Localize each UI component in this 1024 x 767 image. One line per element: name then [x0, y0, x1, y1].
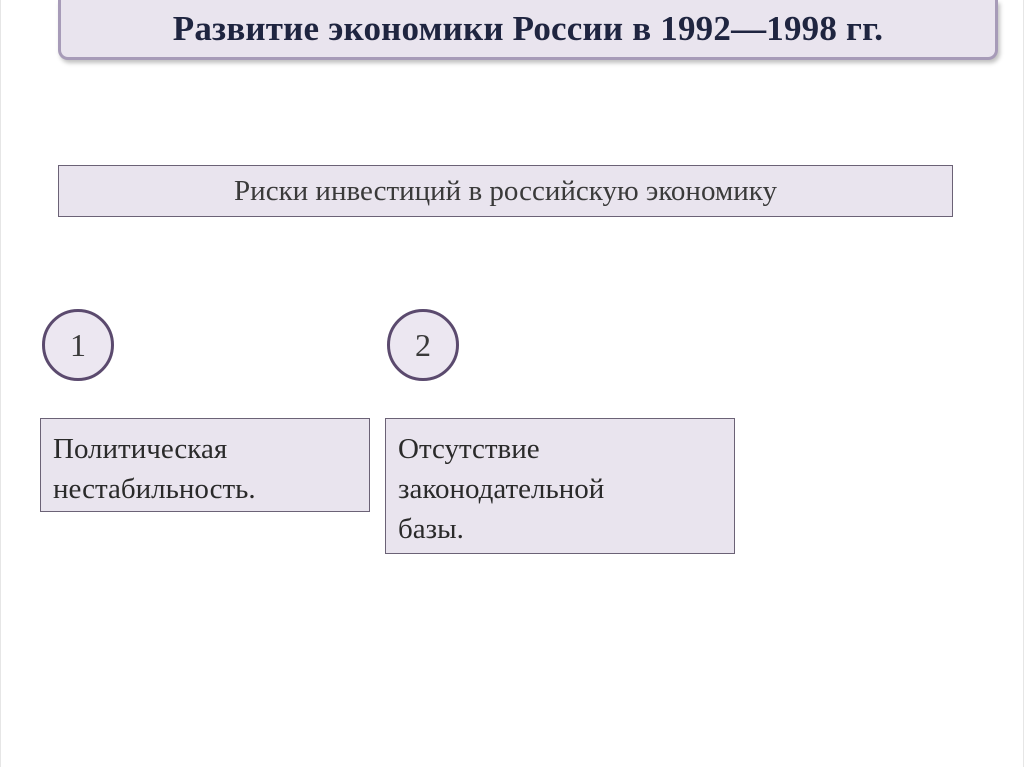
risk-item-2-line-2: законодательной — [398, 473, 605, 505]
number-circle-2: 2 — [387, 309, 459, 381]
risk-item-2-line-3: базы. — [398, 513, 464, 545]
risk-item-2 — [385, 418, 735, 554]
risk-item-1-line-2: нестабильность. — [53, 473, 256, 505]
number-circle-1: 1 — [42, 309, 114, 381]
risk-item-1-line-1: Политическая — [53, 433, 228, 465]
risks-header-box — [58, 165, 953, 217]
risks-header-text: Риски инвестиций в российскую экономику — [234, 174, 777, 207]
title-banner — [58, 0, 998, 60]
risk-item-2-line-1: Отсутствие — [398, 433, 540, 465]
slide-title: Развитие экономики России в 1992—1998 гг. — [172, 8, 884, 48]
risk-item-1 — [40, 418, 370, 512]
